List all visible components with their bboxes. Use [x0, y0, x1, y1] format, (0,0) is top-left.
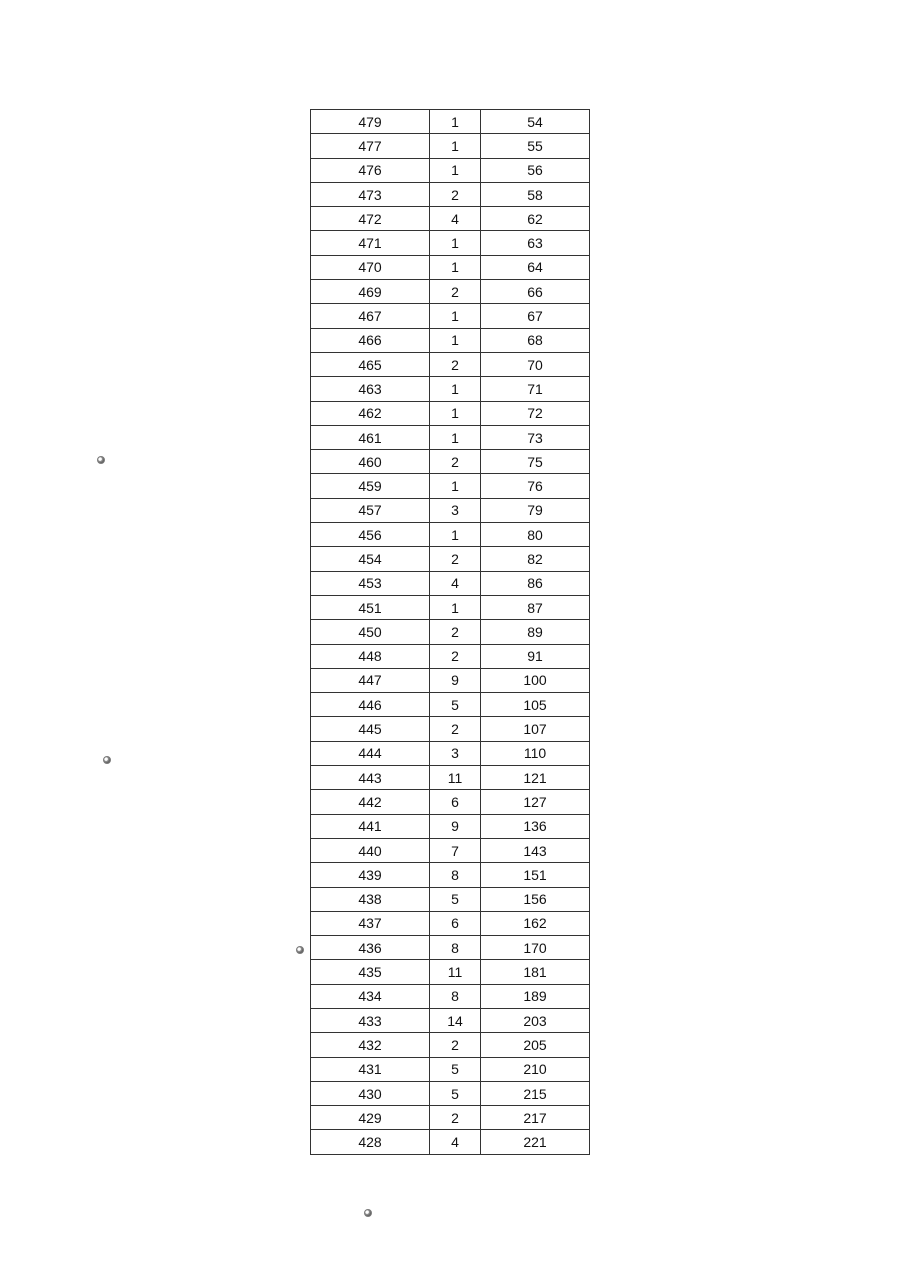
table-row	[311, 401, 590, 425]
table-cell: 1	[430, 110, 481, 134]
table-row	[311, 352, 590, 376]
table-cell: 215	[481, 1081, 590, 1105]
table-cell: 435	[311, 960, 430, 984]
table-row	[311, 766, 590, 790]
table-cell: 1	[430, 328, 481, 352]
table-cell: 79	[481, 498, 590, 522]
table-row	[311, 110, 590, 134]
table-row	[311, 134, 590, 158]
table-cell: 1	[430, 401, 481, 425]
table-cell: 80	[481, 523, 590, 547]
table-cell: 448	[311, 644, 430, 668]
table-cell: 62	[481, 207, 590, 231]
image-placeholder-icon	[364, 1209, 372, 1217]
table-cell: 68	[481, 328, 590, 352]
table-row	[311, 741, 590, 765]
table-cell: 11	[430, 766, 481, 790]
table-cell: 1	[430, 231, 481, 255]
table-cell: 441	[311, 814, 430, 838]
table-row	[311, 523, 590, 547]
table-cell: 107	[481, 717, 590, 741]
table-cell: 429	[311, 1106, 430, 1130]
table-cell: 121	[481, 766, 590, 790]
table-row	[311, 668, 590, 692]
table-cell: 100	[481, 668, 590, 692]
table-cell: 6	[430, 790, 481, 814]
table-cell: 8	[430, 936, 481, 960]
table-cell: 136	[481, 814, 590, 838]
table-row	[311, 595, 590, 619]
table-cell: 470	[311, 255, 430, 279]
table-cell: 3	[430, 741, 481, 765]
table-cell: 456	[311, 523, 430, 547]
table-row	[311, 498, 590, 522]
table-cell: 70	[481, 352, 590, 376]
table-cell: 1	[430, 255, 481, 279]
table-cell: 1	[430, 523, 481, 547]
table-cell: 479	[311, 110, 430, 134]
table-cell: 476	[311, 158, 430, 182]
table-row	[311, 182, 590, 206]
table-cell: 162	[481, 911, 590, 935]
table-cell: 2	[430, 717, 481, 741]
table-cell: 8	[430, 863, 481, 887]
table-row	[311, 1057, 590, 1081]
table-cell: 433	[311, 1008, 430, 1032]
table-cell: 438	[311, 887, 430, 911]
table-cell: 205	[481, 1033, 590, 1057]
table-row	[311, 377, 590, 401]
table-cell: 471	[311, 231, 430, 255]
table-cell: 87	[481, 595, 590, 619]
table-cell: 450	[311, 620, 430, 644]
table-cell: 1	[430, 474, 481, 498]
table-cell: 440	[311, 838, 430, 862]
table-cell: 14	[430, 1008, 481, 1032]
image-placeholder-icon	[103, 756, 111, 764]
table-cell: 217	[481, 1106, 590, 1130]
table-cell: 67	[481, 304, 590, 328]
table-cell: 1	[430, 304, 481, 328]
table-row	[311, 328, 590, 352]
table-cell: 2	[430, 547, 481, 571]
table-row	[311, 304, 590, 328]
table-cell: 469	[311, 280, 430, 304]
table-cell: 64	[481, 255, 590, 279]
table-cell: 3	[430, 498, 481, 522]
table-cell: 439	[311, 863, 430, 887]
table-cell: 127	[481, 790, 590, 814]
table-cell: 1	[430, 425, 481, 449]
table-cell: 66	[481, 280, 590, 304]
table-row	[311, 620, 590, 644]
table-cell: 459	[311, 474, 430, 498]
table-cell: 2	[430, 1106, 481, 1130]
table-cell: 472	[311, 207, 430, 231]
table-cell: 156	[481, 887, 590, 911]
table-cell: 210	[481, 1057, 590, 1081]
table-row	[311, 547, 590, 571]
table-row	[311, 984, 590, 1008]
table-cell: 451	[311, 595, 430, 619]
table-cell: 105	[481, 693, 590, 717]
table-cell: 4	[430, 1130, 481, 1154]
table-cell: 5	[430, 1081, 481, 1105]
table-cell: 9	[430, 814, 481, 838]
table-cell: 71	[481, 377, 590, 401]
table-cell: 461	[311, 425, 430, 449]
table-cell: 55	[481, 134, 590, 158]
table-cell: 457	[311, 498, 430, 522]
table-row	[311, 790, 590, 814]
table-cell: 2	[430, 620, 481, 644]
table-row	[311, 936, 590, 960]
table-row	[311, 960, 590, 984]
table-cell: 54	[481, 110, 590, 134]
table-cell: 1	[430, 134, 481, 158]
table-cell: 110	[481, 741, 590, 765]
table-cell: 58	[481, 182, 590, 206]
table-row	[311, 255, 590, 279]
table-cell: 444	[311, 741, 430, 765]
table-row	[311, 838, 590, 862]
table-cell: 2	[430, 450, 481, 474]
table-row	[311, 887, 590, 911]
table-cell: 1	[430, 158, 481, 182]
table-cell: 189	[481, 984, 590, 1008]
table-row	[311, 693, 590, 717]
table-cell: 2	[430, 1033, 481, 1057]
table-cell: 4	[430, 571, 481, 595]
table-cell: 5	[430, 693, 481, 717]
table-cell: 7	[430, 838, 481, 862]
table-row	[311, 1130, 590, 1154]
table-cell: 6	[430, 911, 481, 935]
table-cell: 443	[311, 766, 430, 790]
table-cell: 151	[481, 863, 590, 887]
table-row	[311, 1008, 590, 1032]
table-cell: 430	[311, 1081, 430, 1105]
table-cell: 181	[481, 960, 590, 984]
table-cell: 2	[430, 644, 481, 668]
table-cell: 5	[430, 1057, 481, 1081]
table-row	[311, 280, 590, 304]
table-cell: 89	[481, 620, 590, 644]
table-cell: 460	[311, 450, 430, 474]
table-cell: 446	[311, 693, 430, 717]
table-cell: 2	[430, 182, 481, 206]
score-table-body	[311, 110, 590, 1155]
table-cell: 434	[311, 984, 430, 1008]
table-cell: 454	[311, 547, 430, 571]
table-row	[311, 474, 590, 498]
table-cell: 473	[311, 182, 430, 206]
table-cell: 437	[311, 911, 430, 935]
image-placeholder-icon	[296, 946, 304, 954]
table-row	[311, 231, 590, 255]
image-placeholder-icon	[97, 456, 105, 464]
table-cell: 432	[311, 1033, 430, 1057]
table-cell: 445	[311, 717, 430, 741]
table-cell: 5	[430, 887, 481, 911]
table-row	[311, 207, 590, 231]
table-row	[311, 911, 590, 935]
table-cell: 8	[430, 984, 481, 1008]
table-row	[311, 1106, 590, 1130]
table-cell: 4	[430, 207, 481, 231]
table-cell: 428	[311, 1130, 430, 1154]
table-cell: 453	[311, 571, 430, 595]
table-cell: 465	[311, 352, 430, 376]
table-cell: 82	[481, 547, 590, 571]
table-cell: 143	[481, 838, 590, 862]
table-row	[311, 814, 590, 838]
table-cell: 436	[311, 936, 430, 960]
table-row	[311, 863, 590, 887]
table-row	[311, 425, 590, 449]
score-table	[310, 109, 590, 1155]
table-cell: 431	[311, 1057, 430, 1081]
table-cell: 75	[481, 450, 590, 474]
table-cell: 2	[430, 352, 481, 376]
table-cell: 462	[311, 401, 430, 425]
table-cell: 467	[311, 304, 430, 328]
table-cell: 63	[481, 231, 590, 255]
table-row	[311, 1081, 590, 1105]
table-row	[311, 1033, 590, 1057]
table-cell: 72	[481, 401, 590, 425]
table-row	[311, 644, 590, 668]
table-cell: 9	[430, 668, 481, 692]
table-cell: 86	[481, 571, 590, 595]
table-cell: 463	[311, 377, 430, 401]
table-row	[311, 571, 590, 595]
table-cell: 2	[430, 280, 481, 304]
table-cell: 477	[311, 134, 430, 158]
table-cell: 221	[481, 1130, 590, 1154]
table-cell: 203	[481, 1008, 590, 1032]
table-cell: 11	[430, 960, 481, 984]
table-cell: 1	[430, 595, 481, 619]
table-cell: 76	[481, 474, 590, 498]
table-row	[311, 450, 590, 474]
table-cell: 442	[311, 790, 430, 814]
table-row	[311, 717, 590, 741]
table-cell: 466	[311, 328, 430, 352]
table-cell: 447	[311, 668, 430, 692]
table-cell: 56	[481, 158, 590, 182]
table-row	[311, 158, 590, 182]
table-cell: 1	[430, 377, 481, 401]
table-cell: 91	[481, 644, 590, 668]
table-cell: 170	[481, 936, 590, 960]
table-cell: 73	[481, 425, 590, 449]
